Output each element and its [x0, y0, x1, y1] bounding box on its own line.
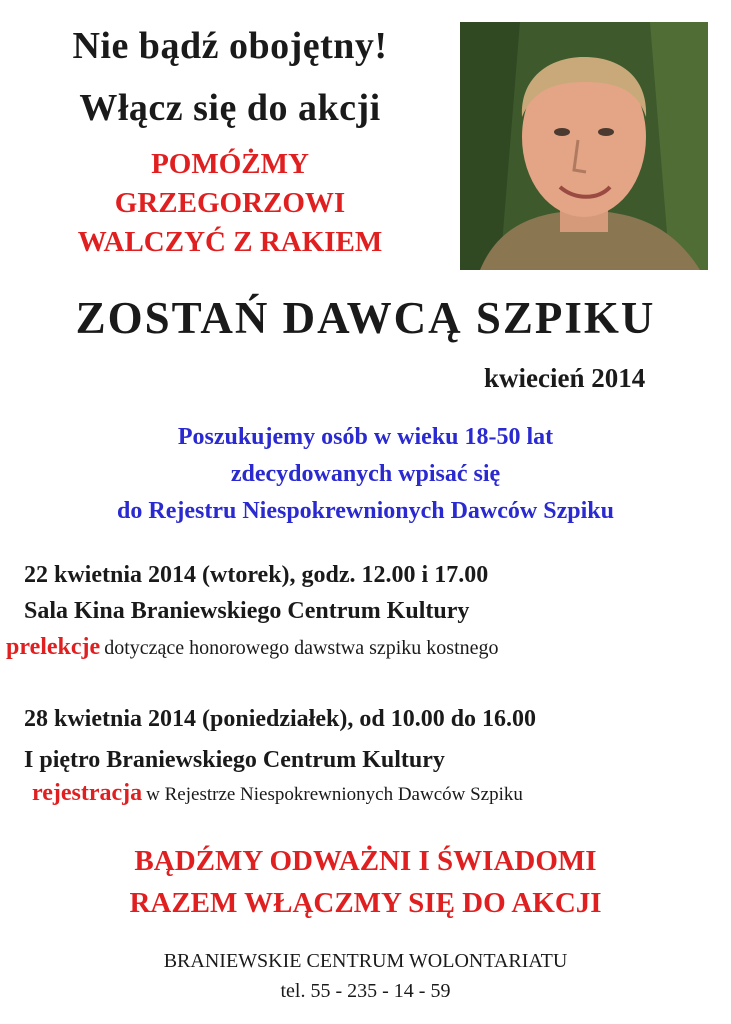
appeal-line-2: GRZEGORZOWI: [114, 187, 346, 219]
event1-detail: [6, 634, 499, 661]
search-line-2: zdecydowanych wpisać się: [230, 461, 501, 487]
event2-where: I piętro Braniewskiego Centrum Kultury: [24, 747, 445, 773]
closing-line-1: BĄDŹMY ODWAŻNI I ŚWIADOMI: [134, 845, 597, 877]
search-block: [0, 419, 731, 530]
event2-when: 28 kwietnia 2014 (poniedziałek), od 10.00 do 16.00: [24, 706, 537, 732]
footer-phone: tel. 55 - 235 - 14 - 59: [280, 980, 451, 1002]
event2-detail: [32, 780, 523, 807]
portrait-photo: [460, 22, 708, 270]
event2-keyword: rejestracja: [32, 780, 143, 806]
campaign-date: kwiecień 2014: [484, 363, 646, 393]
event1-when: 22 kwietnia 2014 (wtorek), godz. 12.00 i 17.00: [24, 562, 489, 588]
appeal-line-3: WALCZYĆ Z RAKIEM: [77, 226, 383, 258]
search-line-1: Poszukujemy osób w wieku 18-50 lat: [177, 424, 554, 450]
portrait-illustration: [460, 22, 708, 270]
event1-where: Sala Kina Braniewskiego Centrum Kultury: [24, 598, 470, 624]
event1-keyword: prelekcje: [6, 634, 101, 660]
search-line-3: do Rejestru Niespokrewnionych Dawców Szpiku: [117, 498, 614, 524]
footer-org: BRANIEWSKIE CENTRUM WOLONTARIATU: [163, 950, 568, 972]
appeal-block: [20, 145, 440, 262]
closing-block: [0, 840, 731, 924]
main-title: ZOSTAŃ DAWCĄ SZPIKU: [75, 293, 656, 343]
closing-line-2: RAZEM WŁĄCZMY SIĘ DO AKCJI: [129, 887, 602, 919]
headline-line1: Nie bądź obojętny!: [72, 25, 388, 67]
event2-desc: w Rejestrze Niespokrewnionych Dawców Szpiku: [146, 784, 523, 805]
headline-line2: Włącz się do akcji: [79, 87, 381, 129]
event1-desc: dotyczące honorowego dawstwa szpiku kostnego: [104, 637, 499, 659]
appeal-line-1: POMÓŻMY: [151, 148, 309, 180]
